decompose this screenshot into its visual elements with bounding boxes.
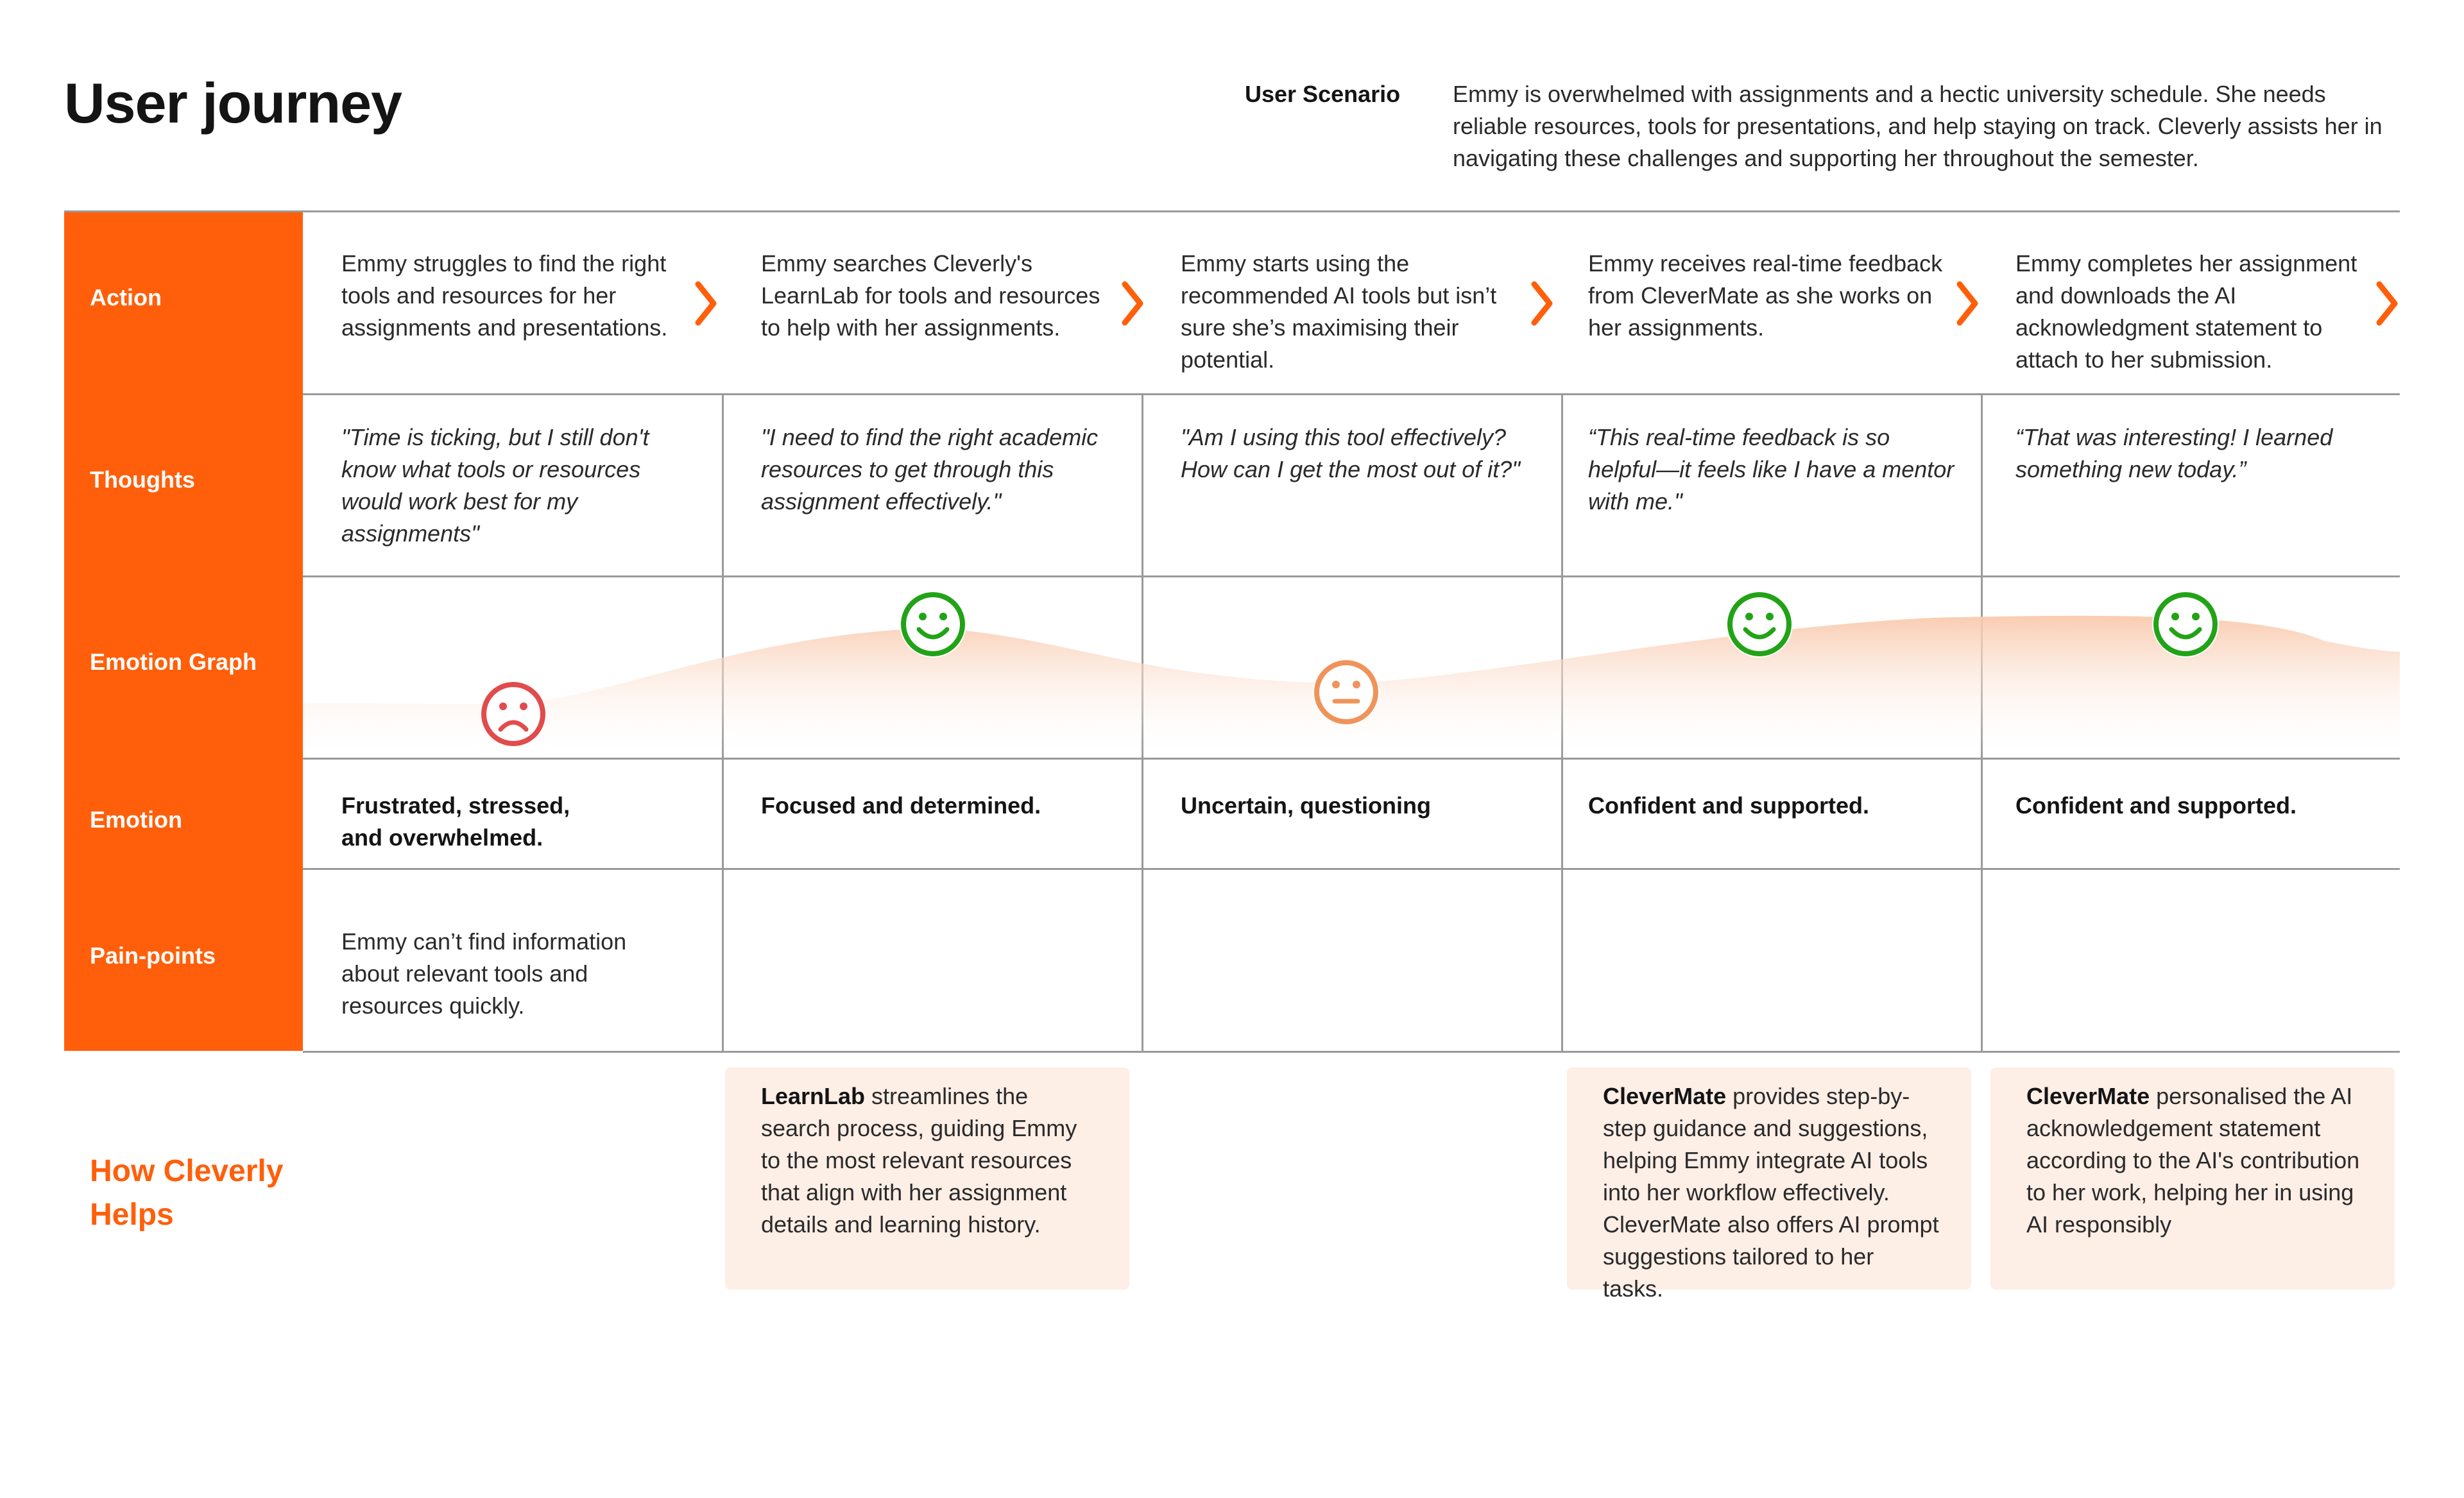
row-divider bbox=[303, 868, 2400, 870]
neutral-face-icon bbox=[1310, 656, 1382, 728]
emotion-text-3: Uncertain, questioning bbox=[1181, 792, 1432, 819]
action-text-5: Emmy completes her assignment and downloads the AI acknowledgment statement to attach to her submission. bbox=[2015, 250, 2357, 373]
scenario-label: User Scenario bbox=[1245, 81, 1401, 107]
happy-face-icon bbox=[897, 588, 969, 660]
chevron-right-icon bbox=[1529, 280, 1555, 327]
chevron-right-icon bbox=[1955, 280, 1980, 327]
help-card-text: personalised the AI acknowledgement statement according to the AI's contribution to her work, helping her in using AI responsibly bbox=[2026, 1083, 2360, 1238]
row-label-thoughts: Thoughts bbox=[90, 466, 195, 493]
row-divider bbox=[303, 758, 2400, 760]
chevron-right-icon bbox=[2374, 280, 2400, 327]
row-label-emotion: Emotion bbox=[90, 806, 182, 833]
thought-text-3: "Am I using this tool effectively? How can I get the most out of it?" bbox=[1181, 424, 1521, 482]
emotion-text-4: Confident and supported. bbox=[1588, 792, 1869, 819]
chevron-right-icon bbox=[693, 280, 719, 327]
happy-face-icon bbox=[2150, 588, 2221, 660]
help-card-product-name: LearnLab bbox=[761, 1083, 866, 1109]
journey-grid bbox=[64, 210, 2400, 1051]
row-label-pain-points: Pain-points bbox=[90, 942, 216, 969]
row-divider bbox=[303, 1051, 2400, 1053]
row-label-emotion-graph: Emotion Graph bbox=[90, 649, 257, 675]
help-card-clevermate-guidance bbox=[1567, 1068, 1971, 1302]
action-text-4: Emmy receives real-time feedback from CleverMate as she works on her assignments. bbox=[1588, 250, 1943, 341]
row-labels-column bbox=[64, 212, 303, 1051]
emotion-text-1: Frustrated, stressed, and overwhelmed. bbox=[341, 792, 570, 851]
thought-text-2: "I need to find the right academic resources to get through this assignment effectively." bbox=[761, 424, 1099, 515]
pain-point-text-1: Emmy can’t find information about relevant tools and resources quickly. bbox=[341, 928, 627, 1019]
page-title: User journey bbox=[64, 71, 402, 135]
emotion-text-2: Focused and determined. bbox=[761, 792, 1041, 819]
help-card-learnlab bbox=[725, 1068, 1129, 1289]
row-divider bbox=[303, 393, 2400, 395]
thought-text-4: “This real-time feedback is so helpful—it feels like I have a mentor with me." bbox=[1588, 424, 1955, 515]
happy-face-icon bbox=[1724, 588, 1795, 660]
help-card-product-name: CleverMate bbox=[2026, 1083, 2150, 1109]
action-text-2: Emmy searches Cleverly's LearnLab for tools and resources to help with her assignments. bbox=[761, 250, 1100, 341]
help-card-text: provides step-by-step guidance and suggestions, helping Emmy integrate AI tools into her workflow effectively. CleverMate also offers AI prompt suggestions tailored to her tasks. bbox=[1603, 1083, 1939, 1302]
how-cleverly-helps-title: How Cleverly Helps bbox=[90, 1154, 284, 1232]
thought-text-5: “That was interesting! I learned something new today.” bbox=[2015, 424, 2333, 482]
chevron-right-icon bbox=[1120, 280, 1145, 327]
help-card-product-name: CleverMate bbox=[1603, 1083, 1727, 1109]
help-card-text: streamlines the search process, guiding Emmy to the most relevant resources that align with her assignment details and learning history. bbox=[761, 1083, 1077, 1238]
scenario-text: Emmy is overwhelmed with assignments and a hectic university schedule. She needs reliable resources, tools for presentations, and help staying on track. Cleverly assists her in navigating these challenges and supporting her throughout the semester. bbox=[1453, 81, 2383, 171]
emotion-text-5: Confident and supported. bbox=[2015, 792, 2297, 819]
action-text-1: Emmy struggles to find the right tools and resources for her assignments and presentations. bbox=[341, 250, 668, 341]
action-text-3: Emmy starts using the recommended AI tools but isn’t sure she’s maximising their potential. bbox=[1181, 250, 1497, 373]
help-card-clevermate-statement bbox=[1990, 1068, 2395, 1289]
thought-text-1: "Time is ticking, but I still don't know what tools or resources would work best for my assignments" bbox=[341, 424, 649, 547]
row-label-action: Action bbox=[90, 284, 162, 311]
sad-face-icon bbox=[477, 678, 549, 750]
